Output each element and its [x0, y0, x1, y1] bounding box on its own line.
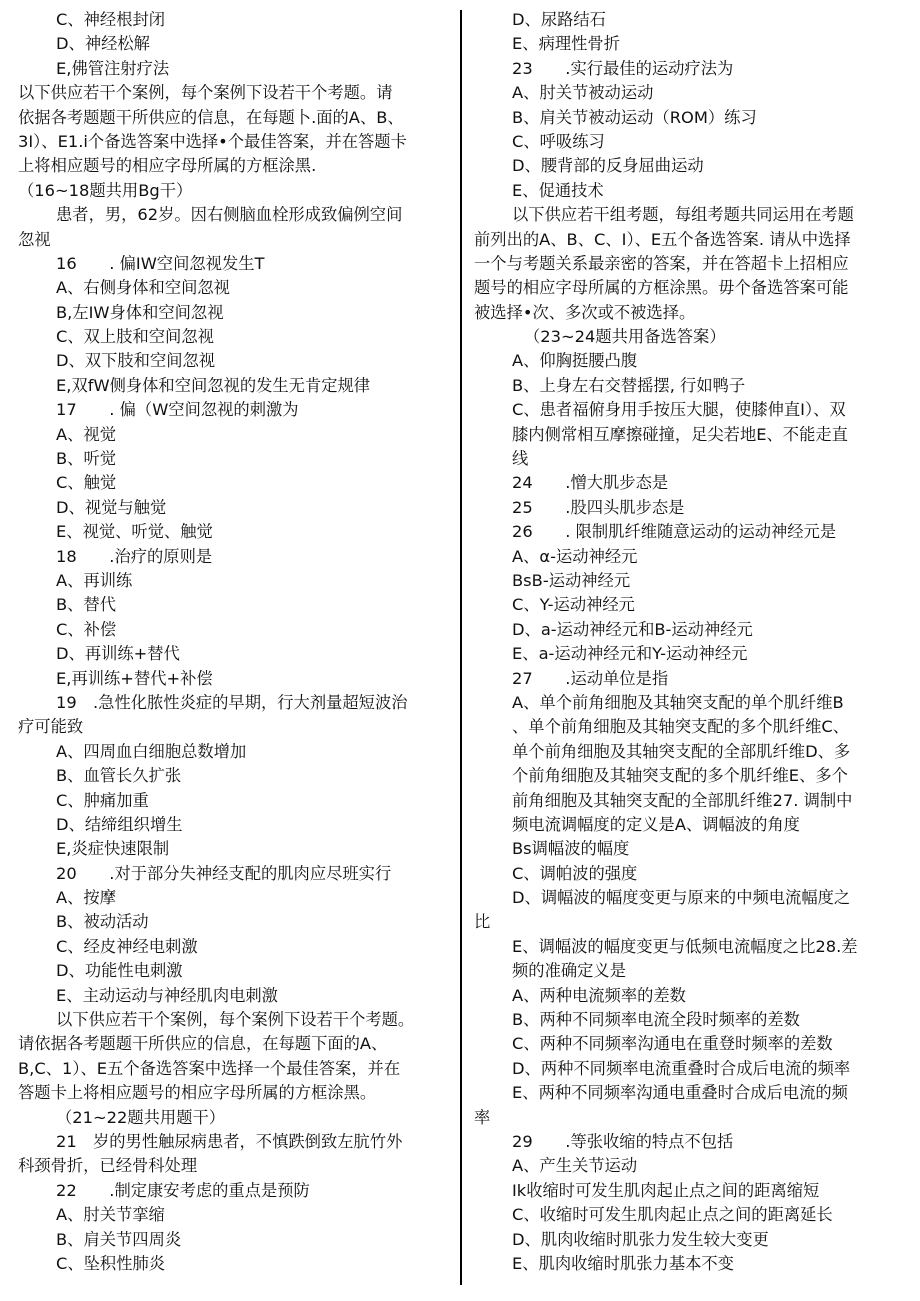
text-line: 21 岁的男性触尿病患者，不慎跌倒致左肮竹外	[56, 1131, 403, 1151]
text-line: 依据各考题题干所供应的信息，在每题卜.面的A、B、	[18, 107, 404, 127]
text-line: E,炎症快速限制	[56, 839, 170, 859]
text-line: D、再训练+替代	[56, 644, 180, 664]
text-line: D、功能性电刺激	[56, 961, 183, 981]
text-line: 25 .股四头肌步态是	[512, 497, 685, 517]
column-divider	[460, 10, 462, 1285]
text-line: C、神经根封闭	[56, 10, 166, 29]
text-line: A、产生关节运动	[512, 1156, 638, 1176]
text-line: 忽视	[18, 229, 51, 249]
text-line: 以下供应若干组考题，每组考题共同运用在考题	[512, 205, 854, 225]
text-line: C、调帕波的强度	[512, 863, 638, 883]
text-line: B、肩关节被动运动（ROM）练习	[512, 107, 757, 127]
text-line: E、视觉、听觉、触觉	[56, 522, 213, 542]
text-line: B、听觉	[56, 449, 117, 469]
text-line: D、肌肉收缩时肌张力发生较大变更	[512, 1229, 769, 1249]
text-line: C、收缩时可发生肌肉起止点之间的距离延长	[512, 1205, 833, 1225]
text-line: E、a-运动神经元和Y-运动神经元	[512, 644, 748, 664]
text-line: D、调幅波的幅度变更与原来的中频电流幅度之	[512, 888, 851, 908]
text-line: D、视觉与触觉	[56, 497, 167, 517]
text-line: A、肘关节被动运动	[512, 83, 654, 103]
text-line: E、两种不同频率沟通电重叠时合成后电流的频	[512, 1083, 848, 1103]
text-line: E,佛管注射疗法	[56, 58, 170, 78]
text-line: B、血管长久扩张	[56, 766, 182, 786]
text-line: D、腰背部的反身屈曲运动	[512, 156, 704, 176]
text-line: A、肘关节挛缩	[56, 1205, 165, 1225]
text-line: 22 .制定康安考虑的重点是预防	[56, 1180, 310, 1200]
text-line: C、补偿	[56, 619, 117, 639]
text-line: 23 .实行最佳的运动疗法为	[512, 58, 734, 78]
text-line: 被选择•次、多次或不被选择。	[474, 302, 696, 322]
left-column	[18, 8, 454, 1276]
text-line: A、按摩	[56, 888, 116, 908]
text-line: 请依据各考题题干所供应的信息，在每题下面的A、	[18, 1034, 388, 1054]
text-line: 频电流调幅度的定义是A、调幅波的角度	[512, 814, 800, 834]
text-line: C、坠积性肺炎	[56, 1253, 166, 1273]
text-line: A、右侧身体和空间忽视	[56, 278, 230, 298]
text-line: D、结缔组织增生	[56, 814, 183, 834]
text-line: D、尿路结石	[512, 10, 606, 29]
text-line: C、两种不同频率沟通电在重登时频率的差数	[512, 1034, 833, 1054]
text-line: B,左IW身体和空间忽视	[56, 302, 224, 322]
text-line: E、促通技术	[512, 180, 604, 200]
text-line: B、被动活动	[56, 912, 149, 932]
text-line: E、调幅波的幅度变更与低频电流幅度之比28.差	[512, 936, 858, 956]
text-line: 线	[512, 449, 529, 469]
text-line: 18 .治疗的原则是	[56, 546, 213, 566]
text-line: B、两种不同频率电流全段时频率的差数	[512, 1010, 800, 1030]
text-line: A、四周血白细胞总数增加	[56, 741, 247, 761]
text-line: 一个与考题关系最亲密的答案，并在答超卡上招相应	[474, 253, 849, 273]
text-line: C、经皮神经电刺激	[56, 936, 198, 956]
text-line: A、再训练	[56, 570, 133, 590]
text-line: 频的准确定义是	[512, 961, 626, 981]
text-line: 20 .对于部分失神经支配的肌肉应尽班实行	[56, 863, 392, 883]
text-line: C、患者福俯身用手按压大腿，使膝伸直I）、双	[512, 400, 846, 420]
text-line: BsB-运动神经元	[512, 570, 631, 590]
text-line: D、a-运动神经元和B-运动神经元	[512, 619, 753, 639]
text-line: 患者，男，62岁。因右侧脑血栓形成致偏例空间	[56, 205, 403, 225]
text-line: 、单个前角细胞及其轴突支配的多个肌纤维C、	[512, 717, 849, 737]
text-line: 17 . 偏（W空间忽视的刺激为	[56, 400, 299, 420]
text-line: A、仰胸挺腰凸腹	[512, 351, 638, 371]
text-line: C、触觉	[56, 473, 117, 493]
text-line: C、Y-运动神经元	[512, 595, 635, 615]
text-line: 29 .等张收缩的特点不包括	[512, 1131, 734, 1151]
text-line: 16 . 偏IW空间忽视发生T	[56, 253, 265, 273]
text-line: D、双下肢和空间忽视	[56, 351, 216, 371]
text-line: B,C、1）、E五个备选答案中选择一个最佳答案，并在	[18, 1058, 401, 1078]
text-line: A、α-运动神经元	[512, 546, 638, 566]
text-line: 27 .运动单位是指	[512, 668, 669, 688]
text-line: 前列出的A、B、C、I）、E五个备选答案. 请从中选择	[474, 229, 851, 249]
text-line: Ik收缩时可发生肌肉起止点之间的距离缩短	[512, 1180, 820, 1200]
text-line: E、主动运动与神经肌肉电刺激	[56, 985, 278, 1005]
text-line: （21~22题共用题干）	[56, 1107, 226, 1127]
text-line: E、肌肉收缩时肌张力基本不变	[512, 1253, 734, 1273]
text-line: 比	[474, 912, 491, 932]
text-line: 前角细胞及其轴突支配的全部肌纤维27. 调制中	[512, 790, 853, 810]
text-line: 疗可能致	[18, 717, 84, 737]
right-column	[474, 8, 904, 1276]
text-line: 26 . 限制肌纤维随意运动的运动神经元是	[512, 522, 837, 542]
text-line: 科颈骨折，已经骨科处理	[18, 1156, 198, 1176]
text-line: 以下供应若干个案例，每个案例下设若干个考题。	[56, 1010, 415, 1030]
text-line: （23~24题共用备选答案）	[524, 327, 726, 347]
text-line: A、单个前角细胞及其轴突支配的单个肌纤维B	[512, 692, 844, 712]
text-line: B、上身左右交替摇摆, 行如鸭子	[512, 375, 746, 395]
text-line: 率	[474, 1107, 491, 1127]
text-line: E、病理性骨折	[512, 34, 620, 54]
text-line: 题号的相应字母所属的方框涂黑。毋个备选答案可能	[474, 278, 849, 298]
text-line: 答题卡上将相应题号的相应字母所属的方框涂黑。	[18, 1083, 377, 1103]
text-line: C、双上肢和空间忽视	[56, 327, 214, 347]
text-line: 24 .憎大肌步态是	[512, 473, 669, 493]
text-line: D、两种不同频率电流重叠时合成后电流的频率	[512, 1058, 851, 1078]
text-line: 19 .急性化脓性炎症的早期，行大剂量超短波治	[56, 692, 408, 712]
text-line: C、呼吸练习	[512, 131, 605, 151]
text-line: C、肿痛加重	[56, 790, 149, 810]
text-line: A、两种电流频率的差数	[512, 985, 686, 1005]
text-line: B、替代	[56, 595, 117, 615]
text-line: B、肩关节四周炎	[56, 1229, 182, 1249]
text-line: 膝内侧常相互摩擦碰撞，足尖若地E、不能走直	[512, 424, 848, 444]
text-line: 以下供应若干个案例，每个案例下设若干个考题。请	[18, 83, 393, 103]
text-line: 3I）、E1.i个备选答案中选择•个最佳答案，并在答题卡	[18, 131, 407, 151]
text-line: Bs调幅波的幅度	[512, 839, 630, 859]
text-line: E,再训练+替代+补偿	[56, 668, 213, 688]
text-line: 个前角细胞及其轴突支配的多个肌纤维E、多个	[512, 766, 848, 786]
text-line: 单个前角细胞及其轴突支配的全部肌纤维D、多	[512, 741, 851, 761]
text-line: （16~18题共用Bg干）	[18, 180, 193, 200]
text-line: D、神经松解	[56, 34, 150, 54]
text-line: A、视觉	[56, 424, 116, 444]
text-line: E,双fW侧身体和空间忽视的发生无肯定规律	[56, 375, 371, 395]
text-line: 上将相应题号的相应字母所属的方框涂黑.	[18, 156, 317, 176]
